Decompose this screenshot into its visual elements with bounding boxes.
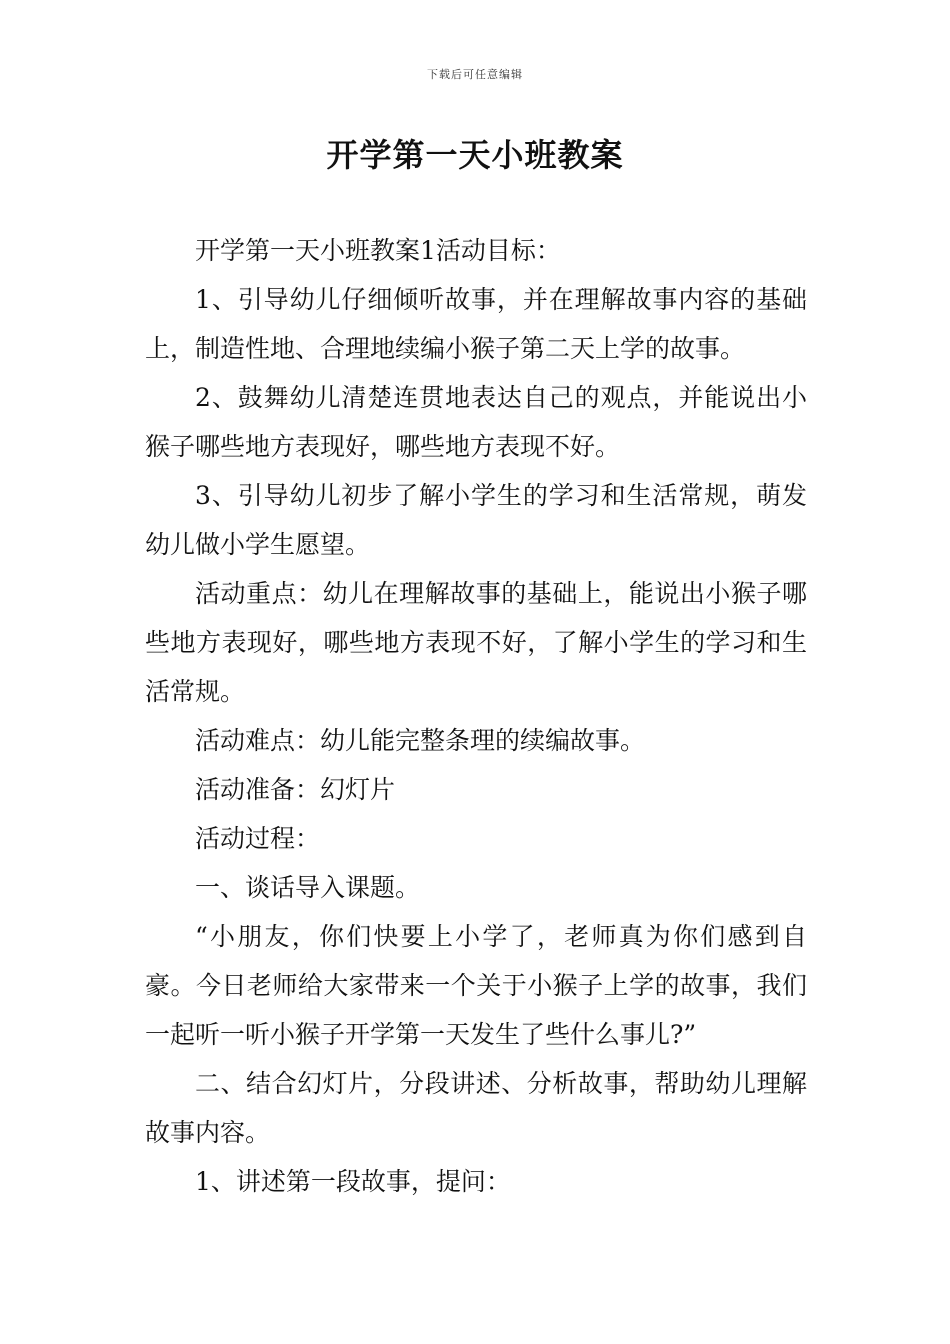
paragraph: 一、谈话导入课题。: [195, 873, 421, 902]
paragraph: 开学第一天小班教案1活动目标：: [195, 236, 561, 265]
paragraph: 3、引导幼儿初步了解小学生的学习和生活常规，萌发幼儿做小学生愿望。: [145, 481, 807, 559]
paragraph: 1、讲述第一段故事，提问：: [195, 1167, 511, 1196]
paragraph: “小朋友，你们快要上小学了，老师真为你们感到自豪。今日老师给大家带来一个关于小猴子上学的故事，我们一起听一听小猴子开学第一天发生了些什么事儿?”: [145, 922, 807, 1049]
paragraph: 活动难点：幼儿能完整条理的续编故事。: [195, 726, 646, 755]
page-title: 开学第一天小班教案: [326, 136, 624, 174]
document-body: [145, 226, 807, 1206]
header-note: 下载后可任意编辑: [427, 68, 523, 81]
paragraph: 2、鼓舞幼儿清楚连贯地表达自己的观点，并能说出小猴子哪些地方表现好，哪些地方表现不好。: [145, 383, 807, 461]
paragraph: 1、引导幼儿仔细倾听故事，并在理解故事内容的基础上，制造性地、合理地续编小猴子第二天上学的故事。: [145, 285, 807, 363]
paragraph: 活动重点：幼儿在理解故事的基础上，能说出小猴子哪些地方表现好，哪些地方表现不好，了解小学生的学习和生活常规。: [145, 579, 807, 706]
paragraph: 活动过程：: [195, 824, 321, 853]
paragraph: 活动准备：幻灯片: [195, 775, 396, 804]
paragraph: 二、结合幻灯片，分段讲述、分析故事，帮助幼儿理解故事内容。: [145, 1069, 807, 1147]
